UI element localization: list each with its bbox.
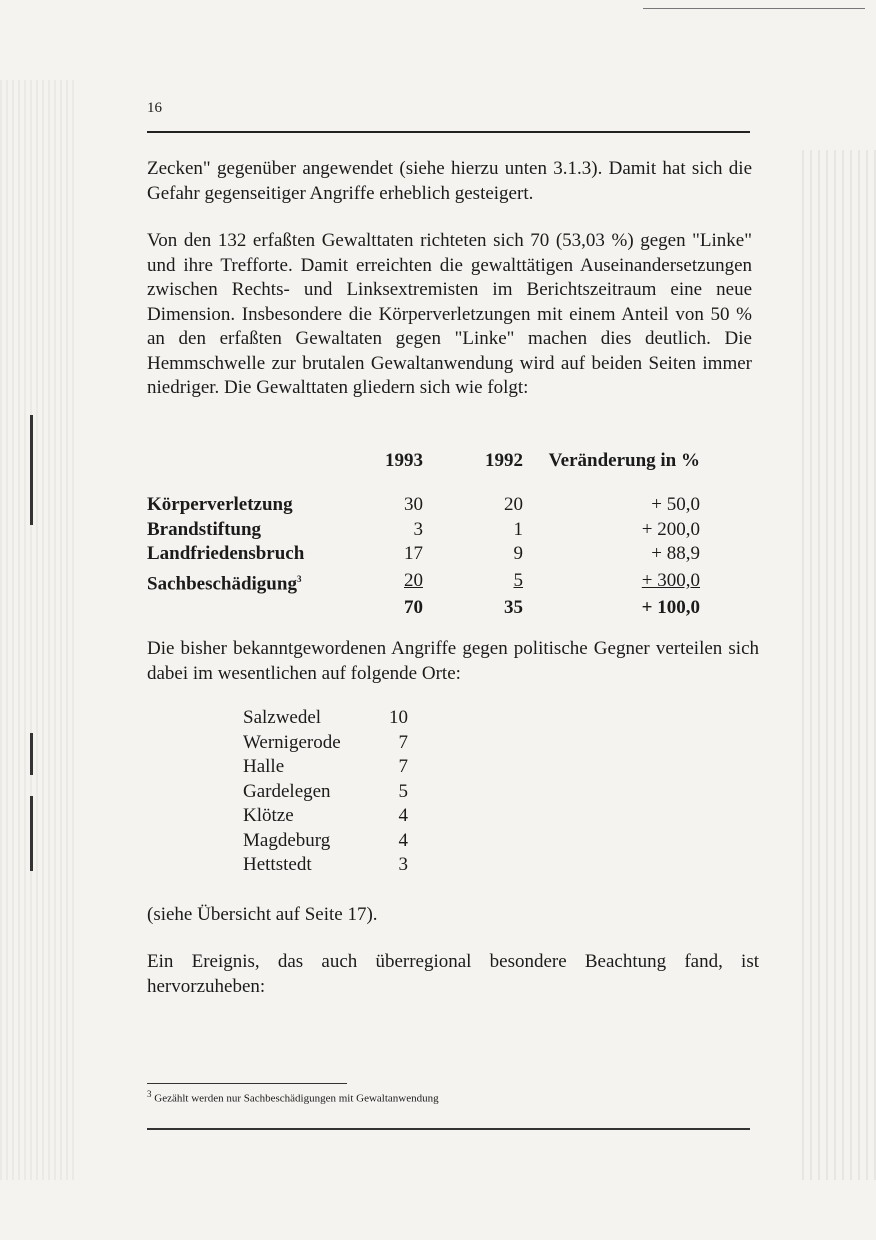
table-row xyxy=(147,542,700,567)
total-change: + 100,0 xyxy=(641,597,700,619)
footnote xyxy=(147,1089,439,1105)
footnote-ref: 3 xyxy=(296,573,302,584)
row-label: Sachbeschädigung$^3$ xyxy=(147,572,302,594)
header-change: Veränderung in % xyxy=(548,449,700,471)
list-item: Klötze 4 xyxy=(243,805,408,826)
paragraph-intro: Zecken" gegenüber angewendet (siehe hierzu unten 3.1.3). Damit hat sich die Gefahr gegenseitiger Angriffe erheblich gesteigert. xyxy=(147,158,752,204)
footnote-rule xyxy=(147,1083,347,1084)
table-row xyxy=(147,493,700,518)
scan-edge-left xyxy=(0,80,75,1180)
row-label: Körperverletzung xyxy=(147,494,293,515)
value-1993: 20 xyxy=(404,570,423,592)
value-change: + 50,0 xyxy=(651,494,700,515)
scan-edge-right xyxy=(796,150,876,1180)
value-change: + 300,0 xyxy=(641,570,700,592)
total-1993: 70 xyxy=(404,597,423,619)
value-1993: 30 xyxy=(404,494,423,515)
table-row xyxy=(147,518,700,543)
list-item: Hettstedt 3 xyxy=(243,854,408,875)
list-item: Salzwedel 10 xyxy=(243,707,408,728)
value-1992: 9 xyxy=(513,543,523,564)
value-1992: 5 xyxy=(513,570,523,592)
header-1993: 1993 xyxy=(385,449,423,471)
value-1993: 3 xyxy=(413,518,423,540)
table-header-row xyxy=(147,447,700,475)
total-1992: 35 xyxy=(504,597,523,619)
value-1992: 20 xyxy=(504,494,523,515)
row-label: Landfriedensbruch xyxy=(147,543,305,564)
header-1992: 1992 xyxy=(485,449,523,471)
paragraph-reference: (siehe Übersicht auf Seite 17). xyxy=(147,904,378,925)
bottom-rule xyxy=(147,1128,750,1130)
locations-table xyxy=(243,706,408,878)
paragraph-violence: Von den 132 erfaßten Gewalttaten richteten sich 70 (53,03 %) gegen "Linke" und ihre Trefforte. Damit erreichten die gewalttätigen Auseinandersetzungen zwischen Rechts- und Linksextremisten im Berichtszeitraum eine neue Dimension. Insbesondere die Körperverletzungen mit einem Anteil von 50 % an den erfaßten Gewaltaten gegen "Linke" machen dies deutlich. Die Hemmschwelle zur brutalen Gewaltanwendung wird auf beiden Seiten immer niedriger. Die Gewalttaten gliedern sich wie folgt: xyxy=(147,230,752,398)
table-total-row xyxy=(147,596,700,621)
value-change: + 88,9 xyxy=(651,543,700,564)
margin-mark xyxy=(30,733,33,775)
table-row xyxy=(147,567,700,597)
paragraph-locations: Die bisher bekanntgewordenen Angriffe gegen politische Gegner verteilen sich dabei im wesentlichen auf folgende Orte: xyxy=(147,638,759,684)
violence-statistics-table xyxy=(147,447,700,621)
margin-mark xyxy=(30,415,33,525)
footnote-text: Gezählt werden nur Sachbeschädigungen mit Gewaltanwendung xyxy=(154,1092,439,1105)
list-item: Gardelegen 5 xyxy=(243,780,408,802)
paragraph-event: Ein Ereignis, das auch überregional besondere Beachtung fand, ist hervorzuheben: xyxy=(147,951,759,997)
value-1992: 1 xyxy=(513,518,523,540)
value-1993: 17 xyxy=(404,543,423,564)
scan-top-line xyxy=(643,8,865,9)
page-number: 16 xyxy=(147,100,162,116)
header-rule xyxy=(147,131,750,133)
value-change: + 200,0 xyxy=(641,518,700,540)
list-item: Wernigerode 7 xyxy=(243,731,408,753)
footnote-number: 3 xyxy=(147,1089,152,1099)
row-label: Brandstiftung xyxy=(147,518,262,540)
list-item: Halle 7 xyxy=(243,756,408,777)
margin-mark xyxy=(30,796,33,871)
list-item: Magdeburg 4 xyxy=(243,829,408,851)
